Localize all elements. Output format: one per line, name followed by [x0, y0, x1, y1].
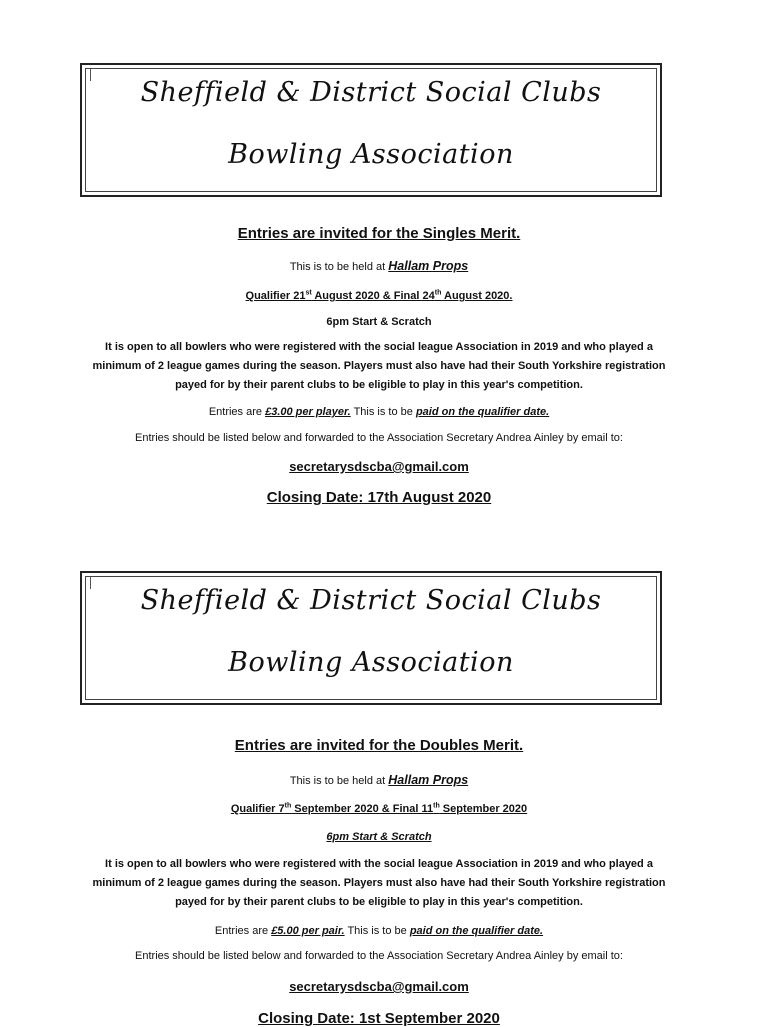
venue-line [0, 774, 758, 788]
forward-text: Entries should be listed below and forwarded to the Association Secretary Andrea Ainley by email to: [135, 432, 623, 444]
qualifier-sup-b: th [433, 802, 440, 810]
header-line-1: Sheffield & District Social Clubs [140, 77, 602, 108]
fee-when: paid on the qualifier date. [415, 406, 550, 418]
forward-text: Entries should be listed below and forwarded to the Association Secretary Andrea Ainley by email to: [135, 950, 623, 962]
fee-when: paid on the qualifier date. [409, 925, 544, 937]
qualifier-part-c: August 2020. [441, 290, 513, 302]
qualifier-part-b: August 2020 & Final 24 [311, 290, 435, 302]
fee-prefix: Entries are [208, 406, 263, 418]
fee-amount: £3.00 per player. [265, 406, 351, 418]
email-link[interactable]: secretarysdscba@gmail.com [289, 979, 469, 994]
venue-name: Hallam Props [388, 259, 469, 273]
closing-date: Closing Date: 1st September 2020 [258, 1010, 500, 1027]
fee-line [0, 925, 758, 938]
qualifier-part-c: September 2020 [439, 803, 528, 815]
start-line: 6pm Start & Scratch [326, 316, 432, 328]
fee-mid: This is to be [347, 925, 407, 937]
header-line-2: Bowling Association [228, 139, 514, 170]
venue-prefix: This is to be held at [289, 261, 386, 273]
fee-mid: This is to be [353, 406, 413, 418]
venue-line [0, 260, 758, 274]
qualifier-line [0, 290, 758, 303]
header-box [80, 63, 662, 197]
fee-line [0, 406, 758, 419]
venue-name: Hallam Props [388, 773, 469, 787]
header-box [80, 571, 662, 705]
qualifier-sup-b: th [434, 289, 442, 297]
frame-mark [90, 69, 91, 81]
fee-prefix: Entries are [214, 925, 269, 937]
start-line: 6pm Start & Scratch [326, 831, 432, 843]
header-line-1: Sheffield & District Social Clubs [140, 585, 602, 616]
qualifier-part-a: Qualifier 21 [245, 290, 306, 302]
qualifier-part-b: September 2020 & Final 11 [291, 803, 434, 815]
qualifier-sup-a: st [305, 289, 312, 297]
closing-date: Closing Date: 17th August 2020 [266, 489, 492, 506]
eligibility-text: It is open to all bowlers who were registered with the social league Association in 2019 and who played a minimum of 2 league games during the season. Players must also have had their South Yorkshire registration payed for by their parent clubs to be eligible to play in this year's competition. [92, 341, 666, 391]
doubles-heading: Entries are invited for the Doubles Merit. [234, 737, 524, 754]
singles-heading: Entries are invited for the Singles Merit. [237, 225, 521, 242]
header-line-2: Bowling Association [228, 647, 514, 678]
venue-prefix: This is to be held at [289, 775, 386, 787]
fee-amount: £5.00 per pair. [271, 925, 345, 937]
eligibility-text: It is open to all bowlers who were registered with the social league Association in 2019 and who played a minimum of 2 league games during the season. Players must also have had their South Yorkshire registration payed for by their parent clubs to be eligible to play in this year's competition. [92, 858, 666, 908]
frame-mark [90, 577, 91, 589]
qualifier-part-a: Qualifier 7 [230, 803, 285, 815]
qualifier-sup-a: th [284, 802, 292, 810]
qualifier-line [0, 803, 758, 816]
email-link[interactable]: secretarysdscba@gmail.com [289, 459, 469, 474]
